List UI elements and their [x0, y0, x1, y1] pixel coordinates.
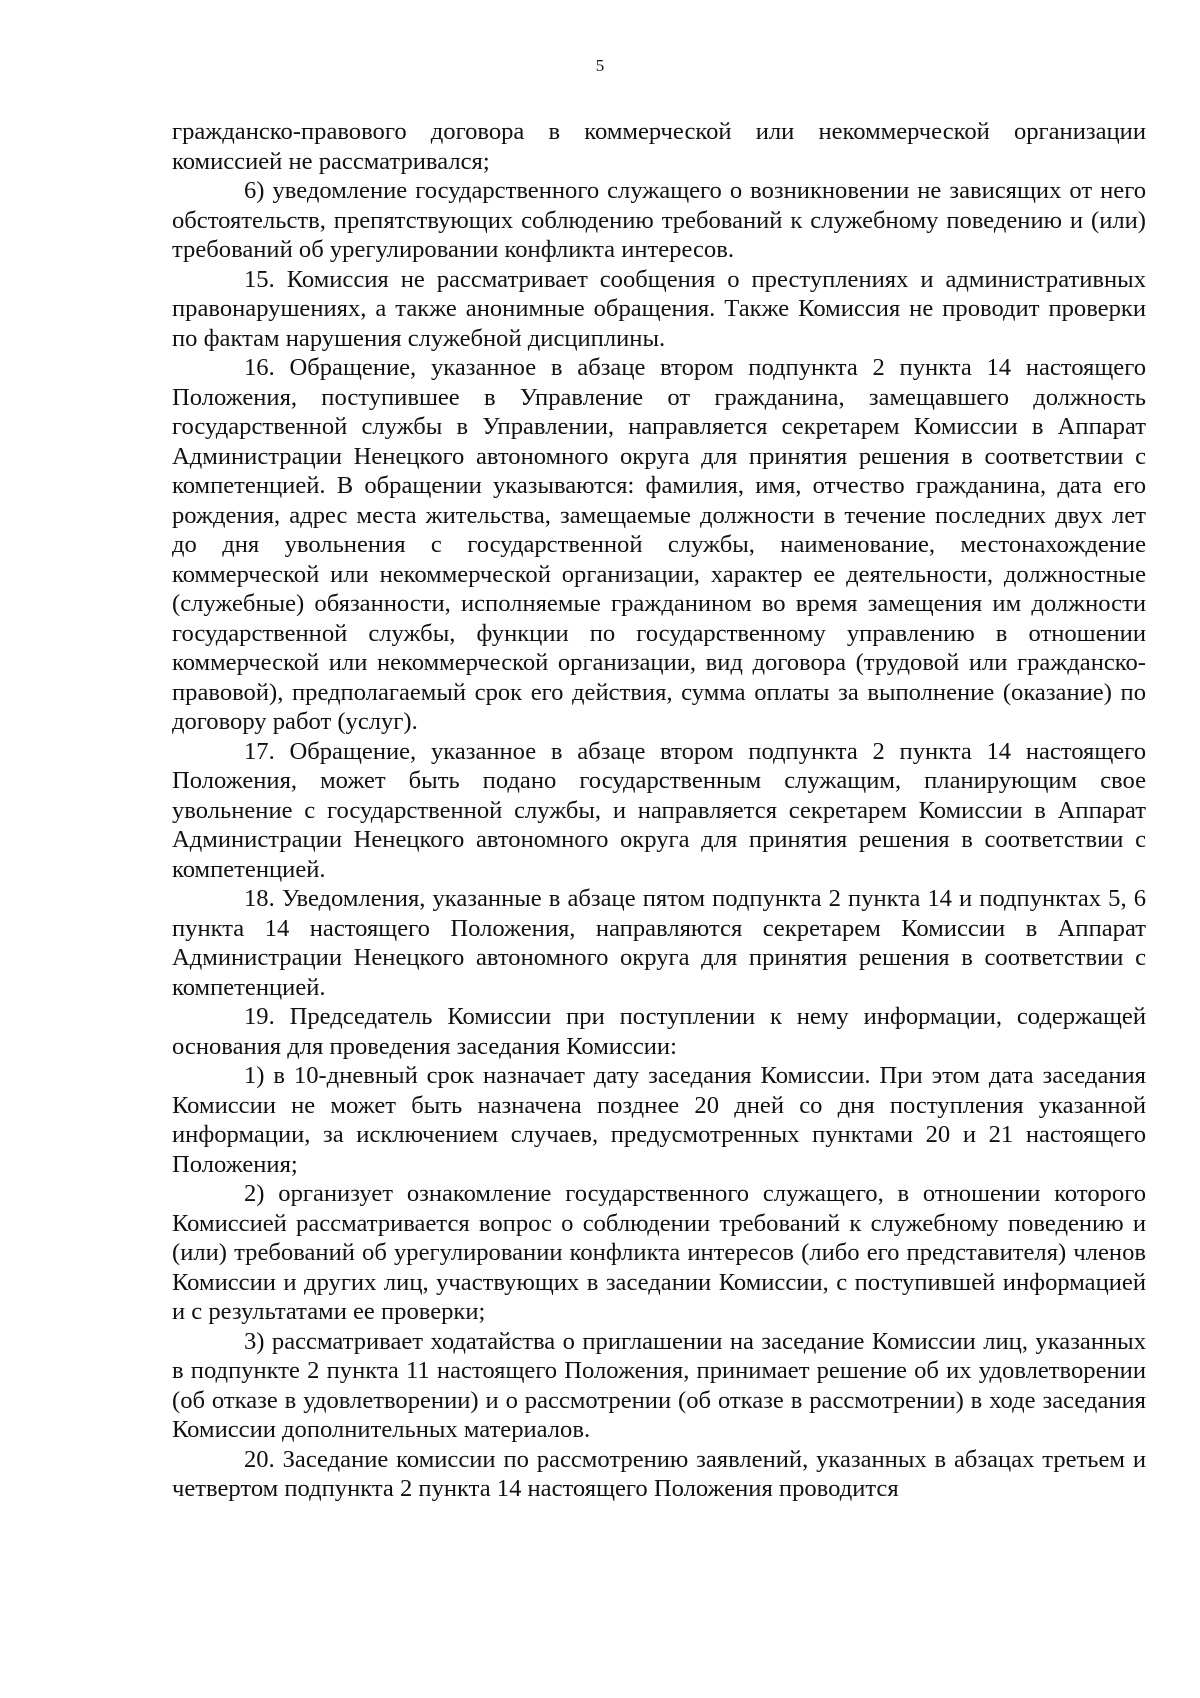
- paragraph-clause-19-item-3: 3) рассматривает ходатайства о приглашении на заседание Комиссии лиц, указанных в подпункте 2 пункта 11 настоящего Положения, принимает решение об их удовлетворении (об отказе в удовлетворении) и о рассмотрении (об отказе в рассмотрении) в ходе заседания Комиссии дополнительных материалов.: [172, 1327, 1146, 1443]
- paragraph-clause-19-item-1: 1) в 10-дневный срок назначает дату заседания Комиссии. При этом дата заседания Комиссии не может быть назначена позднее 20 дней со дня поступления указанной информации, за исключением случаев, предусмотренных пунктами 20 и 21 настоящего Положения;: [172, 1062, 1146, 1178]
- paragraph-clause-17: 17. Обращение, указанное в абзаце втором подпункта 2 пункта 14 настоящего Положения, может быть подано государственным служащим, планирующим свое увольнение с государственной службы, и направляется секретарем Комиссии в Аппарат Администрации Ненецкого автономного округа для принятия решения в соответствии с компетенцией.: [172, 737, 1146, 883]
- paragraph-clause-20: 20. Заседание комиссии по рассмотрению заявлений, указанных в абзацах третьем и четвертом подпункта 2 пункта 14 настоящего Положения проводится: [172, 1445, 1146, 1502]
- paragraph-clause-18: 18. Уведомления, указанные в абзаце пятом подпункта 2 пункта 14 и подпунктах 5, 6 пункта 14 настоящего Положения, направляются секретарем Комиссии в Аппарат Администрации Ненецкого автономного округа для принятия решения в соответствии с компетенцией.: [172, 885, 1146, 1001]
- paragraph-subitem-6: 6) уведомление государственного служащего о возникновении не зависящих от него обстоятельств, препятствующих соблюдению требований к служебному поведению и (или) требований об урегулировании конфликта интересов.: [172, 177, 1146, 263]
- paragraph-clause-15: 15. Комиссия не рассматривает сообщения о преступлениях и административных правонарушениях, а также анонимные обращения. Также Комиссия не проводит проверки по фактам нарушения служебной дисциплины.: [172, 265, 1146, 352]
- document-body: [172, 117, 1146, 1504]
- paragraph-continuation: гражданско-правового договора в коммерческой или некоммерческой организации комиссией не рассматривался;: [172, 118, 1146, 175]
- paragraph-clause-19: 19. Председатель Комиссии при поступлении к нему информации, содержащей основания для проведения заседания Комиссии:: [172, 1003, 1146, 1060]
- paragraph-clause-16: 16. Обращение, указанное в абзаце втором подпункта 2 пункта 14 настоящего Положения, поступившее в Управление от гражданина, замещавшего должность государственной службы в Управлении, направляется секретарем Комиссии в Аппарат Администрации Ненецкого автономного округа для принятия решения в соответствии с компетенцией. В обращении указываются: фамилия, имя, отчество гражданина, дата его рождения, адрес места жительства, замещаемые должности в течение последних двух лет до дня увольнения с государственной службы, наименование, местонахождение коммерческой или некоммерческой организации, характер ее деятельности, должностные (служебные) обязанности, исполняемые гражданином во время замещения им должности государственной службы, функции по государственному управлению в отношении коммерческой или некоммерческой организации, вид договора (трудовой или гражданско-правовой), предполагаемый срок его действия, сумма оплаты за выполнение (оказание) по договору работ (услуг).: [172, 354, 1146, 735]
- page-number: 5: [595, 56, 605, 75]
- paragraph-clause-19-item-2: 2) организует ознакомление государственного служащего, в отношении которого Комиссией рассматривается вопрос о соблюдении требований к служебному поведению и (или) требований об урегулировании конфликта интересов (либо его представителя) членов Комиссии и других лиц, участвующих в заседании Комиссии, с поступившей информацией и с результатами ее проверки;: [172, 1180, 1146, 1325]
